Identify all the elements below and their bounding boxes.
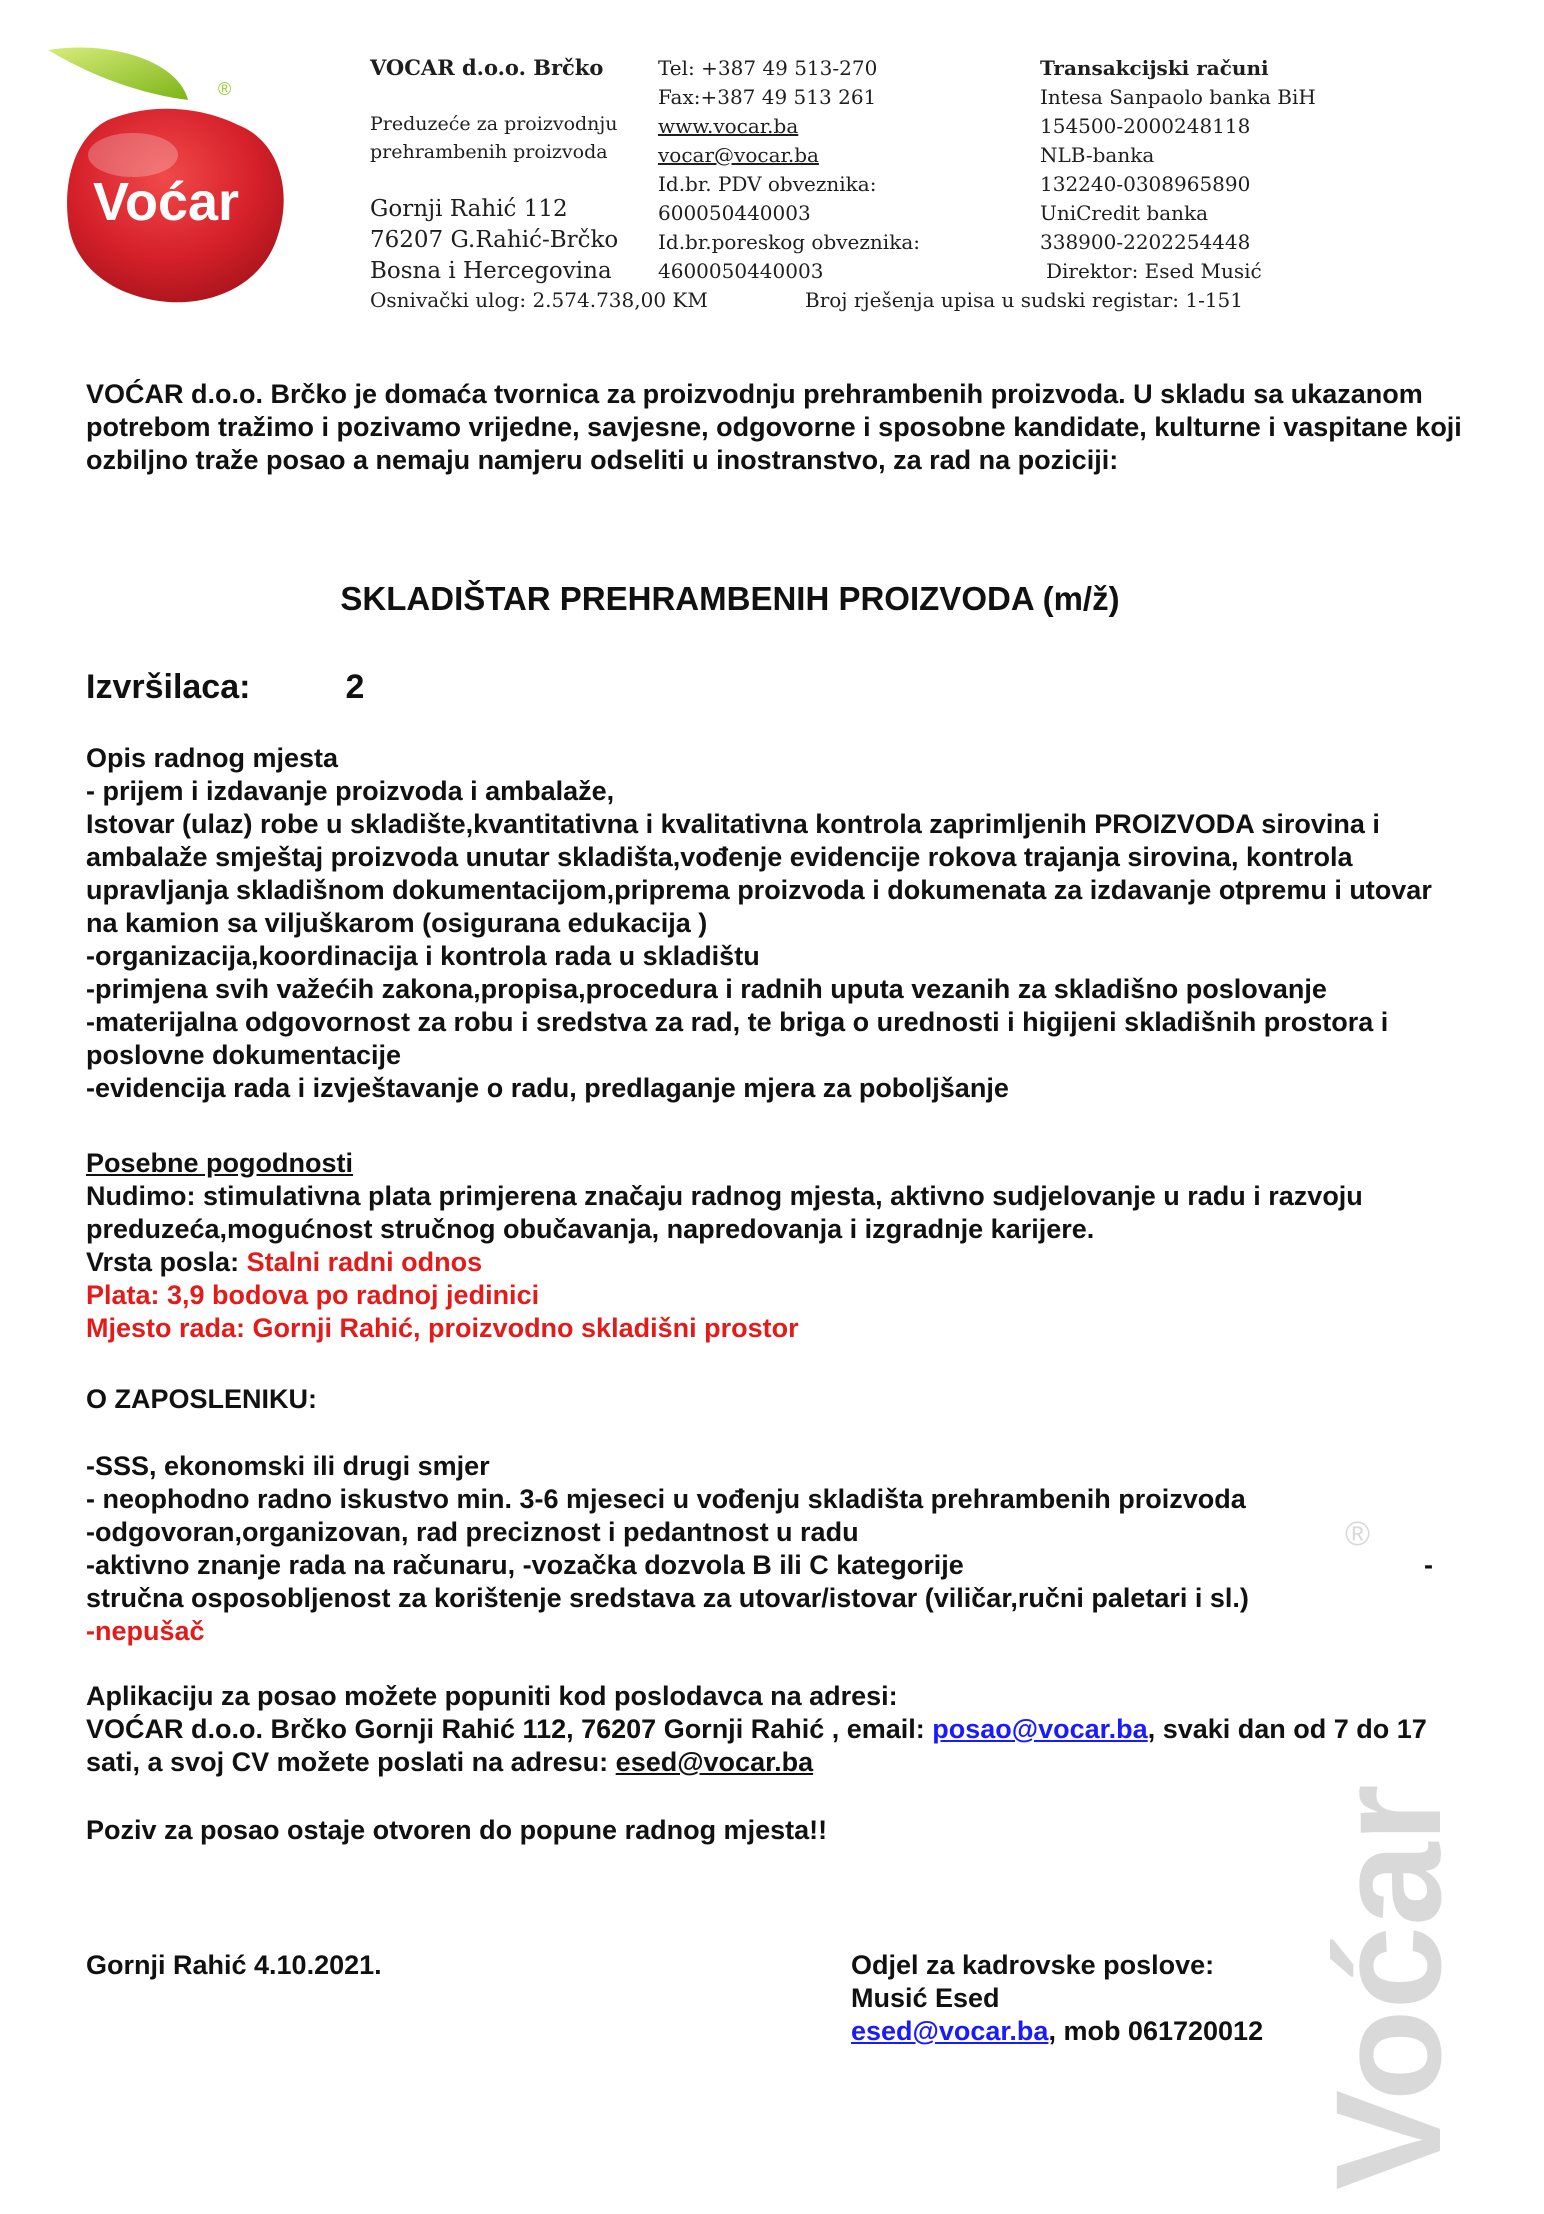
address-line-2: 76207 G.Rahić-Brčko: [370, 227, 619, 253]
intro-paragraph: [86, 378, 1466, 477]
company-address: [370, 194, 618, 287]
requirement-line: -SSS, ekonomski ili drugi smjer: [86, 1451, 490, 1481]
watermark-registered-mark: ®: [1345, 1515, 1371, 1553]
executors-label: Izvršilaca:: [86, 668, 251, 706]
website-link[interactable]: www.vocar.ba: [658, 114, 799, 138]
pdv-label: Id.br. PDV obveznika:: [658, 172, 877, 196]
job-type-value: Stalni radni odnos: [246, 1247, 483, 1277]
requirement-line-equipment: stručna osposobljenost za korištenje sredstava za utovar/istovar (viličar,ručni paletari i sl.): [86, 1583, 1249, 1613]
address-line-3: Bosna i Hercegovina: [370, 258, 612, 284]
vocar-watermark: [1290, 1500, 1490, 2200]
hr-dept: Odjel za kadrovske poslove:: [851, 1950, 1215, 1980]
address-line-1: Gornji Rahić 112: [370, 196, 568, 222]
tax-label: Id.br.poreskog obveznika:: [658, 230, 920, 254]
accounts-title: Transakcijski računi: [1040, 56, 1269, 80]
vocar-logo: [38, 40, 308, 310]
pdv-value: 600050440003: [658, 201, 811, 225]
benefits-offer: Nudimo: stimulativna plata primjerena značaju radnog mjesta, aktivno sudjelovanje u radu i razvoju preduzeća,mogućnost stručnog obučavanja, napredovanja i izgradnje karijere.: [86, 1181, 1363, 1244]
tax-value: 4600050440003: [658, 259, 824, 283]
job-desc-line: -primjena svih važećih zakona,propisa,procedura i radnih uputa vezanih za skladišno poslovanje: [86, 974, 1327, 1004]
bank-3: UniCredit banka: [1040, 201, 1209, 225]
closing-text: Poziv za posao ostaje otvoren do popune radnog mjesta!!: [86, 1815, 828, 1845]
job-desc-line: -evidencija rada i izvještavanje o radu, predlaganje mjera za poboljšanje: [86, 1073, 1009, 1103]
company-name: VOCAR d.o.o. Brčko: [370, 55, 604, 80]
capital: Osnivački ulog: 2.574.738,00 KM: [370, 288, 708, 312]
email-link[interactable]: vocar@vocar.ba: [658, 143, 819, 167]
employee-requirements: [86, 1450, 1466, 1648]
job-description: [86, 742, 1466, 1105]
fax: Fax:+387 49 513 261: [658, 85, 877, 109]
account-1: 154500-2000248118: [1040, 114, 1251, 138]
bank-1: Intesa Sanpaolo banka BiH: [1040, 85, 1316, 109]
position-title: SKLADIŠTAR PREHRAMBENIH PROIZVODA (m/ž): [340, 580, 1120, 617]
work-location: Mjesto rada: Gornji Rahić, proizvodno skladišni prostor: [86, 1313, 799, 1343]
job-desc-line: Istovar (ulaz) robe u skladište,kvantitativna i kvalitativna kontrola zaprimljenih PROIZVODA sirovina i ambalaže smještaj proizvoda unutar skladišta,vođenje evidencije rokova trajanja sirovina, kontrola upravljanja skladišnom dokumentacijom,priprema proizvoda i dokumenata za izdavanje otpremu i utovar na kamion sa viljuškarom (osigurana edukacija ): [86, 809, 1432, 938]
bank-2: NLB-banka: [1040, 143, 1155, 167]
requirement-line: - neophodno radno iskustvo min. 3-6 mjeseci u vođenju skladišta prehrambenih proizvoda: [86, 1484, 1246, 1514]
salary: Plata: 3,9 bodova po radnoj jedinici: [86, 1280, 540, 1310]
employee-heading: O ZAPOSLENIKU:: [86, 1384, 318, 1414]
place-date: Gornji Rahić 4.10.2021.: [86, 1950, 382, 1980]
director: Direktor: Esed Musić: [1046, 259, 1262, 283]
posao-email-link[interactable]: posao@vocar.ba: [932, 1714, 1148, 1744]
application-line-1: Aplikaciju za posao možete popuniti kod poslodavca na adresi:: [86, 1681, 898, 1711]
application-section: [86, 1680, 1466, 1779]
logo-registered-mark: ®: [218, 79, 232, 99]
company-desc: [370, 110, 618, 166]
intro-text: VOĆAR d.o.o. Brčko je domaća tvornica za proizvodnju prehrambenih proizvoda. U skladu sa ukazanom potrebom tražimo i pozivamo vrijedne, savjesne, odgovorne i sposobne kandidate, kulturne i vaspitane koji ozbiljno traže posao a nemaju namjeru odseliti u inostranstvo, za rad na poziciji:: [86, 379, 1462, 475]
requirement-line-pc: -aktivno znanje rada na računaru, -vozačka dozvola B ili C kategorije -: [86, 1550, 1433, 1580]
requirement-line: -odgovoran,organizovan, rad preciznost i pedantnost u radu: [86, 1517, 859, 1547]
account-2: 132240-0308965890: [1040, 172, 1251, 196]
employee-heading-block: [86, 1383, 1466, 1416]
hr-contact: esed@vocar.ba, mob 061720012: [851, 2016, 1264, 2046]
job-type-label: Vrsta posla:: [86, 1247, 247, 1277]
job-desc-line: -materijalna odgovornost za robu i sredstva za rad, te briga o urednosti i higijeni skladišnih prostora i poslovne dokumentacije: [86, 1007, 1389, 1070]
benefits-section: [86, 1147, 1466, 1345]
footer-left: [86, 1949, 686, 1982]
closing-block: [86, 1814, 1466, 1847]
cv-email[interactable]: esed@vocar.ba: [615, 1747, 814, 1777]
hr-person: Musić Esed: [851, 1983, 1000, 2013]
phone: Tel: +387 49 513-270: [658, 56, 878, 80]
job-desc-line: - prijem i izdavanje proizvoda i ambalaže,: [86, 776, 615, 806]
job-desc-heading: Opis radnog mjesta: [86, 743, 339, 773]
logo-text: Voćar: [92, 172, 240, 232]
job-desc-line: -organizacija,koordinacija i kontrola rada u skladištu: [86, 941, 760, 971]
application-line-2: VOĆAR d.o.o. Brčko Gornji Rahić 112, 76207 Gornji Rahić , email: posao@vocar.ba, svaki dan od 7 do 17 sati, a svoj CV možete poslati na adresu: esed@vocar.ba: [86, 1714, 1427, 1777]
leaf-shape: [48, 47, 188, 100]
company-block: [370, 54, 603, 82]
company-desc-2: prehrambenih proizvoda: [370, 141, 608, 163]
executors: [86, 668, 364, 707]
watermark-text: Voćar: [1304, 1784, 1472, 2190]
hr-email-link[interactable]: esed@vocar.ba: [851, 2016, 1049, 2046]
non-smoker: -nepušač: [86, 1616, 205, 1646]
account-3: 338900-2202254448: [1040, 230, 1251, 254]
executors-value: 2: [345, 668, 365, 706]
contact-block: [658, 54, 920, 286]
accounts-block: [1040, 54, 1316, 286]
court-registration: Broj rješenja upisa u sudski registar: 1-151: [805, 288, 1243, 312]
company-desc-1: Preduzeće za proizvodnju: [370, 113, 618, 135]
job-type: [86, 1246, 1466, 1279]
benefits-heading: Posebne pogodnosti: [86, 1148, 353, 1178]
